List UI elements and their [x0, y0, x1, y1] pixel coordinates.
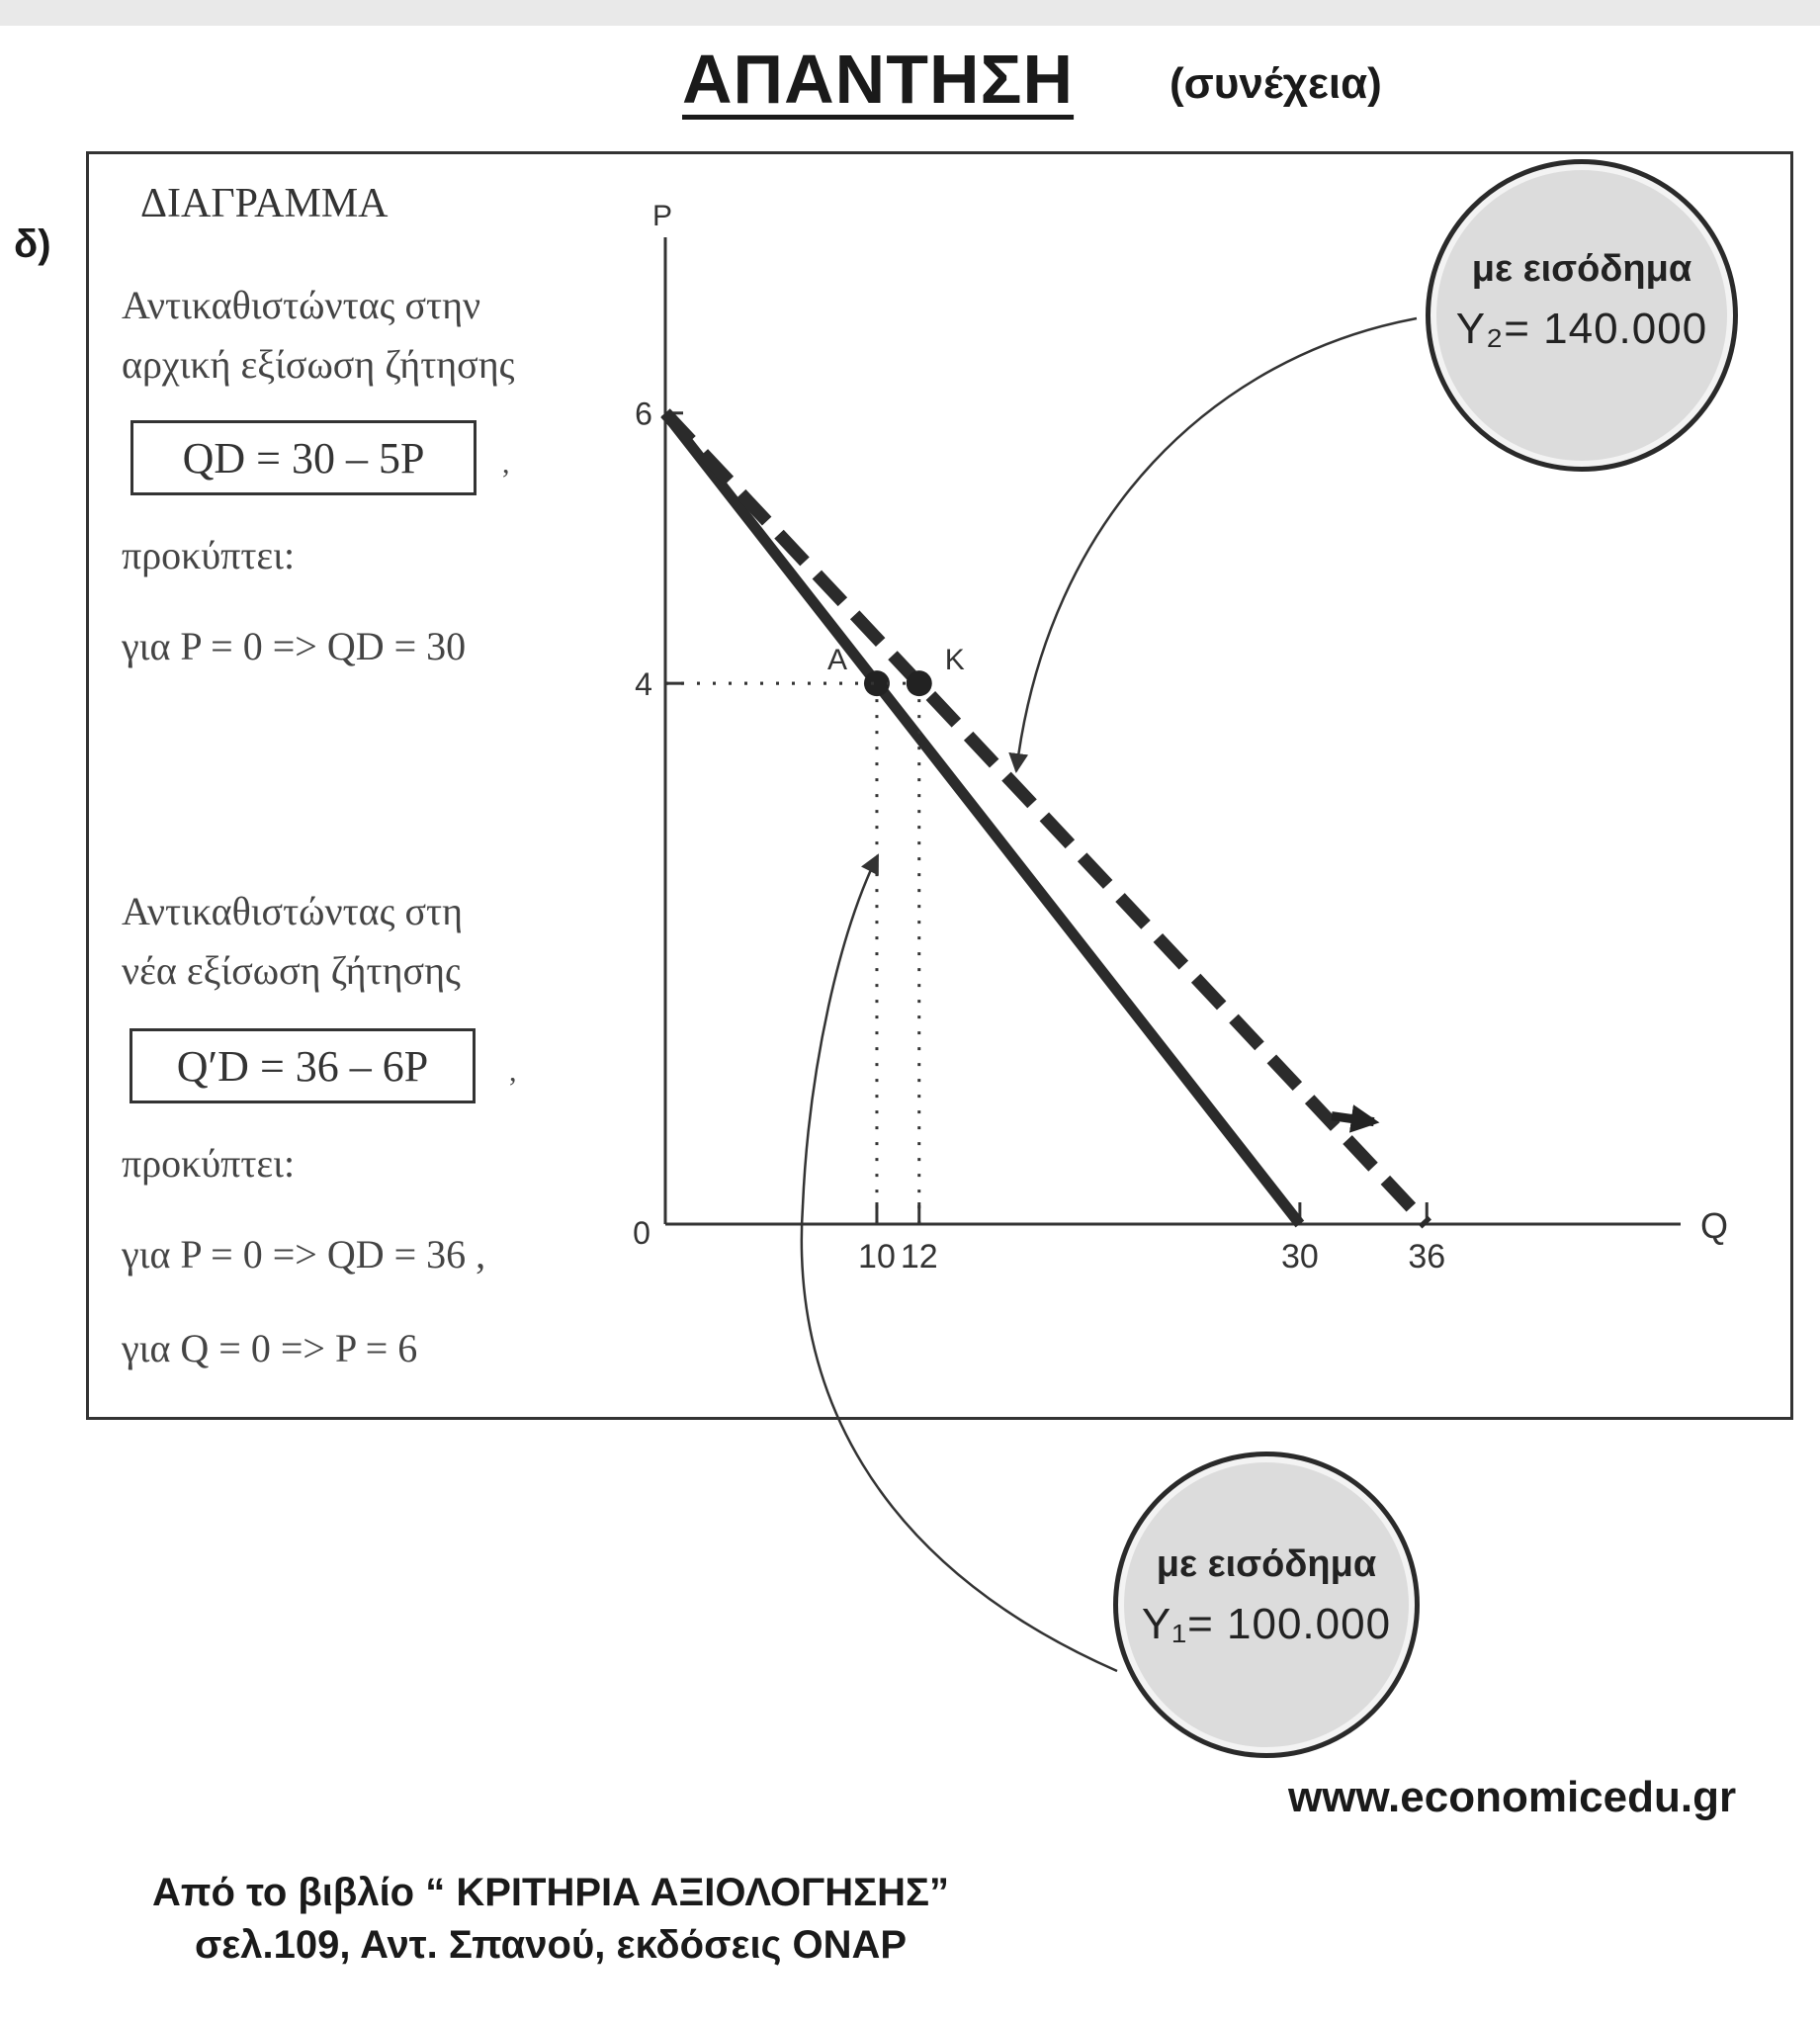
- result-label-1: προκύπτει:: [122, 533, 296, 577]
- section-label: δ): [14, 222, 51, 266]
- x-tick-label-10: 10: [858, 1238, 896, 1276]
- page-subtitle: (συνέχεια): [1170, 59, 1382, 108]
- para2-line2: νέα εξίσωση ζήτησης: [122, 948, 461, 993]
- result-new-q0: για Q = 0 => P = 6: [122, 1326, 418, 1370]
- diagram-heading: ΔΙΑΓΡΑΜΜΑ: [140, 181, 389, 226]
- para1-line2: αρχική εξίσωση ζήτησης: [122, 342, 515, 387]
- result-new-p0: για P = 0 => QD = 36 ,: [122, 1232, 486, 1277]
- income-bubble-top: [1426, 159, 1738, 472]
- y-axis-label: P: [651, 200, 673, 232]
- callout-connector-top: [1016, 318, 1417, 771]
- result-original: για P = 0 => QD = 30: [122, 624, 467, 668]
- bubble-top-line2: Y₂= 140.000: [1455, 305, 1708, 353]
- demand-curve-solid: [665, 413, 1300, 1224]
- origin-label: 0: [633, 1215, 650, 1251]
- citation-line2: σελ.109, Αντ. Σπανού, εκδόσεις ΟΝΑΡ: [194, 1923, 908, 1967]
- point-A: [864, 670, 890, 696]
- eq1-comma: ,: [502, 447, 510, 480]
- page-title: ΑΠΑΝΤΗΣΗ: [682, 41, 1075, 118]
- point-K: [907, 670, 932, 696]
- para1-line1: Αντικαθιστώντας στην: [122, 283, 481, 327]
- point-label-A: A: [826, 644, 847, 677]
- citation-line1: Από το βιβλίο “ ΚΡΙΤΗΡΙΑ ΑΞΙΟΛΟΓΗΣΗΣ”: [152, 1871, 949, 1914]
- equation-box-new: Q′D = 36 – 6P: [130, 1028, 476, 1103]
- income-bubble-bottom: [1113, 1452, 1420, 1758]
- x-tick-label-30: 30: [1280, 1238, 1319, 1276]
- x-tick-label-36: 36: [1408, 1238, 1446, 1276]
- demand-curve-dashed: [665, 413, 1427, 1224]
- x-tick-label-12: 12: [900, 1238, 938, 1276]
- x-axis-label: Q: [1699, 1205, 1729, 1246]
- bubble-bottom-line2: Y₁= 100.000: [1141, 1600, 1392, 1648]
- y-tick-label-4: 4: [635, 666, 652, 703]
- y-tick-label-6: 6: [635, 396, 652, 432]
- shift-arrow: [1332, 1116, 1374, 1122]
- eq2-comma: ,: [509, 1055, 517, 1088]
- equation-box-original: QD = 30 – 5P: [130, 420, 477, 495]
- bubble-bottom-line1: με εισόδημα: [1156, 1543, 1377, 1585]
- bubble-top-line1: με εισόδημα: [1471, 248, 1692, 290]
- callout-connector-bottom: [802, 855, 1117, 1671]
- para2-line1: Αντικαθιστώντας στη: [122, 889, 463, 933]
- point-label-K: K: [944, 644, 965, 677]
- website-link[interactable]: www.economicedu.gr: [1288, 1773, 1737, 1821]
- result-label-2: προκύπτει:: [122, 1141, 296, 1186]
